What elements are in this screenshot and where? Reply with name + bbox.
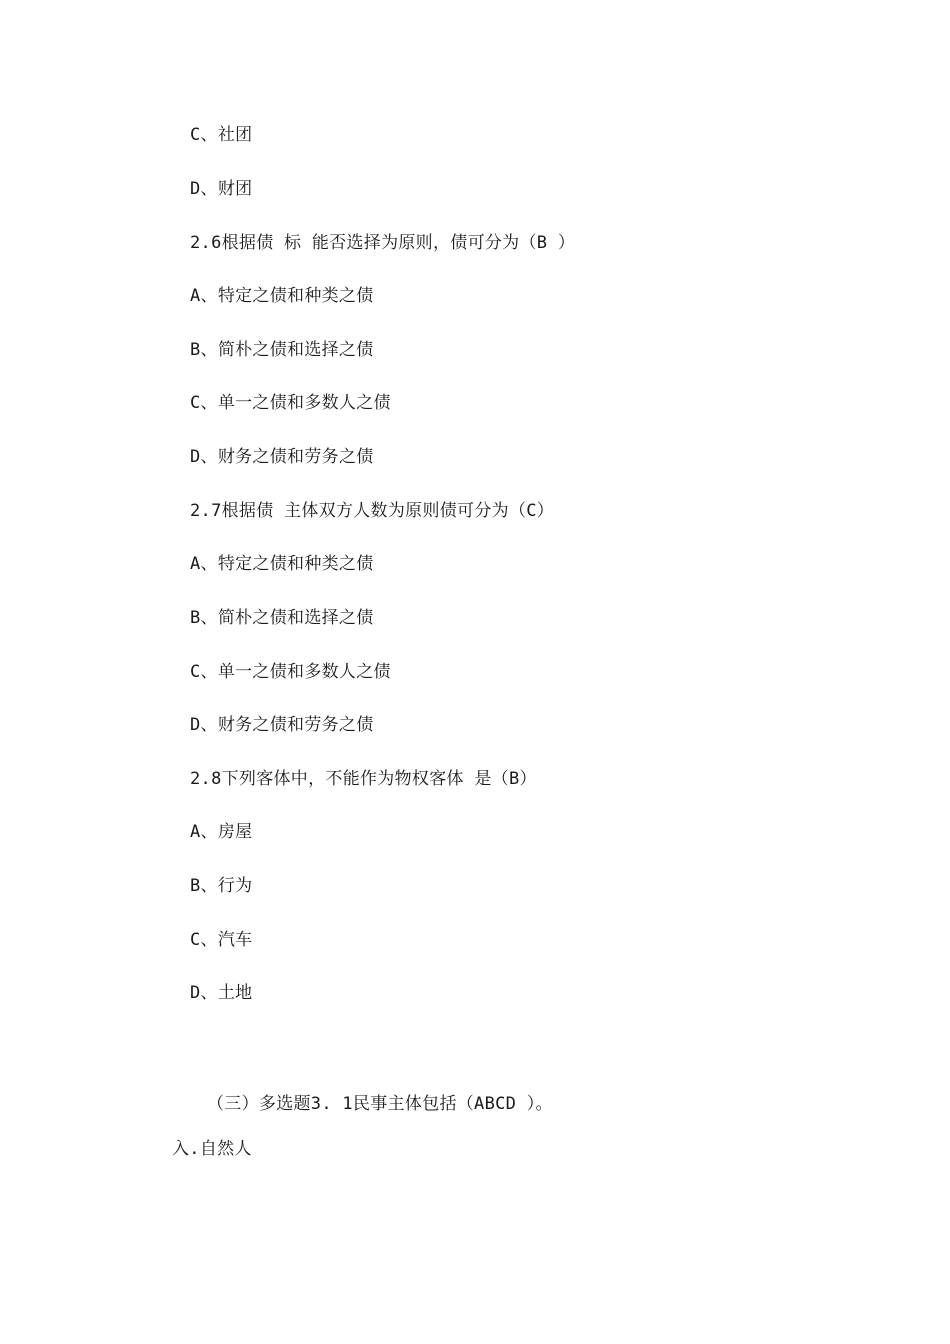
option-d-line: D、土地 xyxy=(190,983,253,1003)
option-c-line: C、单一之债和多数人之债 xyxy=(190,393,391,413)
option-a-line: A、特定之债和种类之债 xyxy=(190,554,374,574)
option-d-line: D、财务之债和劳务之债 xyxy=(190,447,374,467)
option-b-line: B、简朴之债和选择之债 xyxy=(190,340,374,360)
option-a-line: A、房屋 xyxy=(190,822,253,842)
option-b-line: B、简朴之债和选择之债 xyxy=(190,608,374,628)
question-2-8: 2.8下列客体中，不能作为物权客体 是（B） xyxy=(190,769,537,789)
option-a-line: 入.自然人 xyxy=(172,1139,252,1159)
question-2-6: 2.6根据债 标 能否选择为原则，债可分为（B ） xyxy=(190,233,576,253)
section-heading-multiple-choice: （三）多选题3. 1民事主体包括（ABCD ）。 xyxy=(207,1094,553,1114)
question-2-7: 2.7根据债 主体双方人数为原则债可分为（C） xyxy=(190,501,555,521)
option-c-line: C、汽车 xyxy=(190,930,253,950)
option-c-line: C、单一之债和多数人之债 xyxy=(190,662,391,682)
option-d-line: D、财团 xyxy=(190,179,253,199)
option-a-line: A、特定之债和种类之债 xyxy=(190,286,374,306)
option-b-line: B、行为 xyxy=(190,876,253,896)
option-c-line: C、社团 xyxy=(190,125,253,145)
option-d-line: D、财务之债和劳务之债 xyxy=(190,715,374,735)
